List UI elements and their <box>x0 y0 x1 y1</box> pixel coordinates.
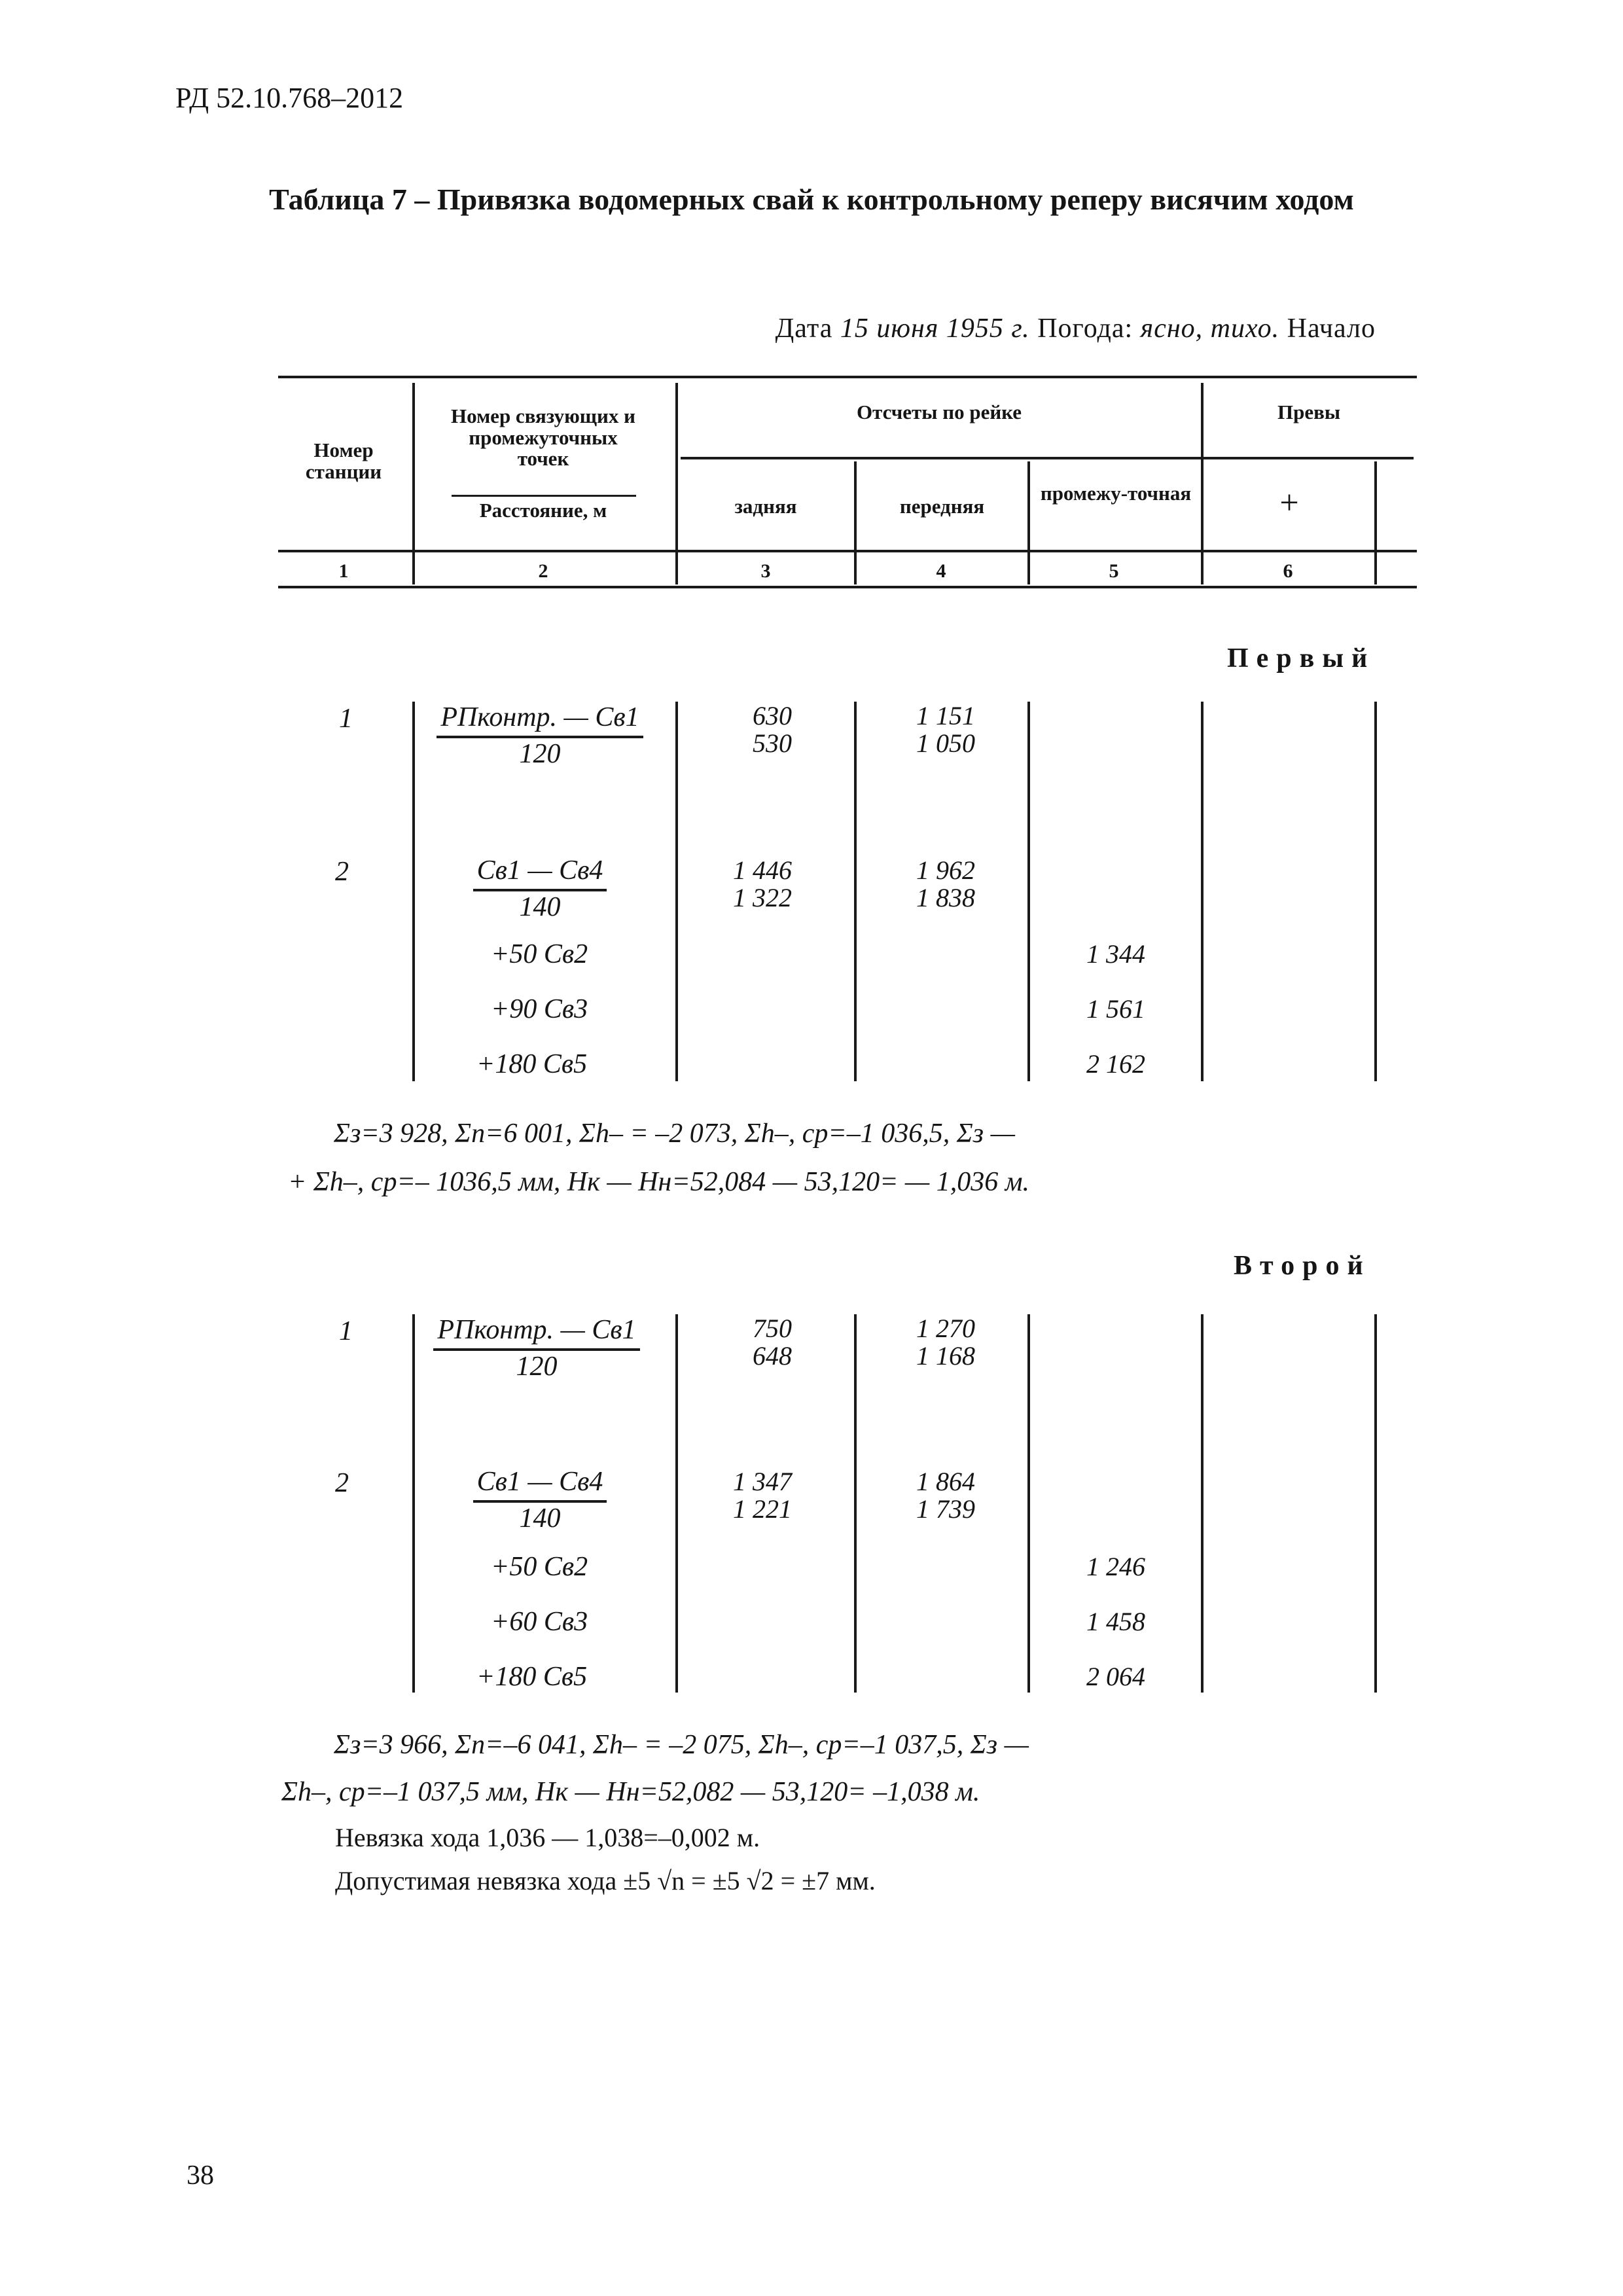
header-back: задняя <box>734 495 797 518</box>
second-inter-2-point: +60 Св3 <box>491 1607 588 1637</box>
allowed-misclosure-note: Допустимая невязка хода ±5 √n = ±5 √2 = ±7 мм. <box>335 1866 876 1895</box>
second-formula-line-2: Σh–, ср=–1 037,5 мм, Hк — Hн=52,082 — 53,120= –1,038 м. <box>281 1777 980 1807</box>
second-st1-point <box>425 1314 648 1382</box>
first-st1-back-2: 530 <box>753 728 792 758</box>
first-station-2: 2 <box>335 857 349 887</box>
first-inter-1-point: +50 Св2 <box>491 939 588 969</box>
section-second-title: Второй <box>1234 1251 1371 1281</box>
first-st2-point-name: Св1 — Св4 <box>473 855 607 891</box>
page-number: 38 <box>187 2161 214 2191</box>
section-first-title: Первый <box>1227 643 1376 673</box>
col2-divider <box>452 495 636 497</box>
first-vline-6 <box>1374 702 1377 1081</box>
header-station-number: Номер станции <box>305 439 382 483</box>
header-intermediate: промежу-точная <box>1040 482 1192 505</box>
second-st1-front-2: 1 168 <box>916 1341 975 1371</box>
date-line <box>776 313 1376 344</box>
header-vline-1 <box>412 383 415 584</box>
header-plus: + <box>1279 484 1299 522</box>
second-st1-distance: 120 <box>516 1352 558 1382</box>
first-st2-distance: 140 <box>519 892 561 922</box>
header-levels: Превы <box>1277 401 1341 423</box>
second-st2-point-name: Св1 — Св4 <box>473 1466 607 1503</box>
first-st1-point <box>435 702 645 770</box>
second-st2-point <box>435 1466 645 1534</box>
header-vline-6 <box>1374 461 1377 584</box>
first-inter-2-point: +90 Св3 <box>491 994 588 1024</box>
first-inter-2-value: 1 561 <box>1086 994 1145 1024</box>
first-vline-2 <box>675 702 678 1081</box>
first-inter-3-value: 2 162 <box>1086 1049 1145 1079</box>
document-code: РД 52.10.768–2012 <box>175 82 404 114</box>
col-number-2: 2 <box>538 560 548 582</box>
header-front: передняя <box>899 495 985 518</box>
date-label: Дата <box>775 314 833 344</box>
header-vline-5 <box>1201 383 1204 584</box>
second-inter-3-point: +180 Св5 <box>476 1662 588 1692</box>
second-inter-2-value: 1 458 <box>1086 1607 1145 1636</box>
second-station-2: 2 <box>335 1468 349 1498</box>
first-vline-1 <box>412 702 415 1081</box>
second-st1-point-name: РПконтр. — Св1 <box>433 1314 639 1351</box>
table-title: Таблица 7 – Привязка водомерных свай к контрольному реперу висячим ходом <box>269 183 1354 216</box>
header-distance: Расстояние, м <box>479 499 607 522</box>
second-st1-front-1: 1 270 <box>916 1314 975 1343</box>
header-vline-4 <box>1027 461 1030 584</box>
header-bottom-rule <box>278 550 1417 552</box>
second-station-1: 1 <box>339 1316 353 1346</box>
first-formula-line-1: Σз=3 928, Σп=6 001, Σh– = –2 073, Σh–, ср=–1 036,5, Σз — <box>334 1119 1015 1149</box>
second-st2-front-1: 1 864 <box>916 1467 975 1496</box>
second-st1-back-2: 648 <box>753 1341 792 1371</box>
first-vline-3 <box>854 702 857 1081</box>
first-vline-5 <box>1201 702 1204 1081</box>
first-formula-line-2: + Σh–, ср=– 1036,5 мм, Hк — Hн=52,084 — 53,120= — 1,036 м. <box>288 1167 1030 1197</box>
second-st2-distance: 140 <box>519 1503 561 1534</box>
second-st2-front-2: 1 739 <box>916 1494 975 1524</box>
second-st2-back-1: 1 347 <box>733 1467 792 1496</box>
header-points: Номер связующих и промежуточных точек <box>451 404 635 471</box>
header-mid-rule <box>681 457 1414 459</box>
second-st1-back-1: 750 <box>753 1314 792 1343</box>
second-vline-4 <box>1027 1314 1030 1693</box>
first-st2-back-1: 1 446 <box>733 855 792 885</box>
first-station-1: 1 <box>339 704 353 734</box>
first-st1-front-1: 1 151 <box>916 701 975 730</box>
first-st2-front-2: 1 838 <box>916 883 975 912</box>
header-top-rule <box>278 376 1417 378</box>
first-st1-point-name: РПконтр. — Св1 <box>437 702 643 738</box>
numbers-bottom-rule <box>278 586 1417 588</box>
col-number-1: 1 <box>338 560 349 582</box>
first-st1-back-1: 630 <box>753 701 792 730</box>
date-value: 15 июня 1955 г. <box>840 314 1030 344</box>
second-vline-1 <box>412 1314 415 1693</box>
first-inter-1-value: 1 344 <box>1086 939 1145 969</box>
second-st2-back-2: 1 221 <box>733 1494 792 1524</box>
col-number-3: 3 <box>760 560 771 582</box>
misclosure-note: Невязка хода 1,036 — 1,038=–0,002 м. <box>335 1823 760 1852</box>
second-vline-6 <box>1374 1314 1377 1693</box>
first-st2-front-1: 1 962 <box>916 855 975 885</box>
second-formula-line-1: Σз=3 966, Σп=–6 041, Σh– = –2 075, Σh–, ср=–1 037,5, Σз — <box>334 1730 1029 1760</box>
first-st1-distance: 120 <box>519 739 561 769</box>
header-vline-3 <box>854 461 857 584</box>
second-vline-2 <box>675 1314 678 1693</box>
start-label: Начало <box>1287 314 1376 344</box>
second-vline-3 <box>854 1314 857 1693</box>
second-inter-1-point: +50 Св2 <box>491 1552 588 1582</box>
first-st2-back-2: 1 322 <box>733 883 792 912</box>
header-readings: Отсчеты по рейке <box>856 401 1022 423</box>
col-number-5: 5 <box>1109 560 1119 582</box>
weather-label: Погода: <box>1037 314 1133 344</box>
first-st1-front-2: 1 050 <box>916 728 975 758</box>
first-vline-4 <box>1027 702 1030 1081</box>
weather-value: ясно, тихо. <box>1140 314 1280 344</box>
second-inter-1-value: 1 246 <box>1086 1552 1145 1581</box>
second-inter-3-value: 2 064 <box>1086 1662 1145 1691</box>
col-number-4: 4 <box>936 560 946 582</box>
first-st2-point <box>435 855 645 923</box>
second-vline-5 <box>1201 1314 1204 1693</box>
first-inter-3-point: +180 Св5 <box>476 1049 588 1079</box>
col-number-6: 6 <box>1283 560 1293 582</box>
header-vline-2 <box>675 383 678 584</box>
